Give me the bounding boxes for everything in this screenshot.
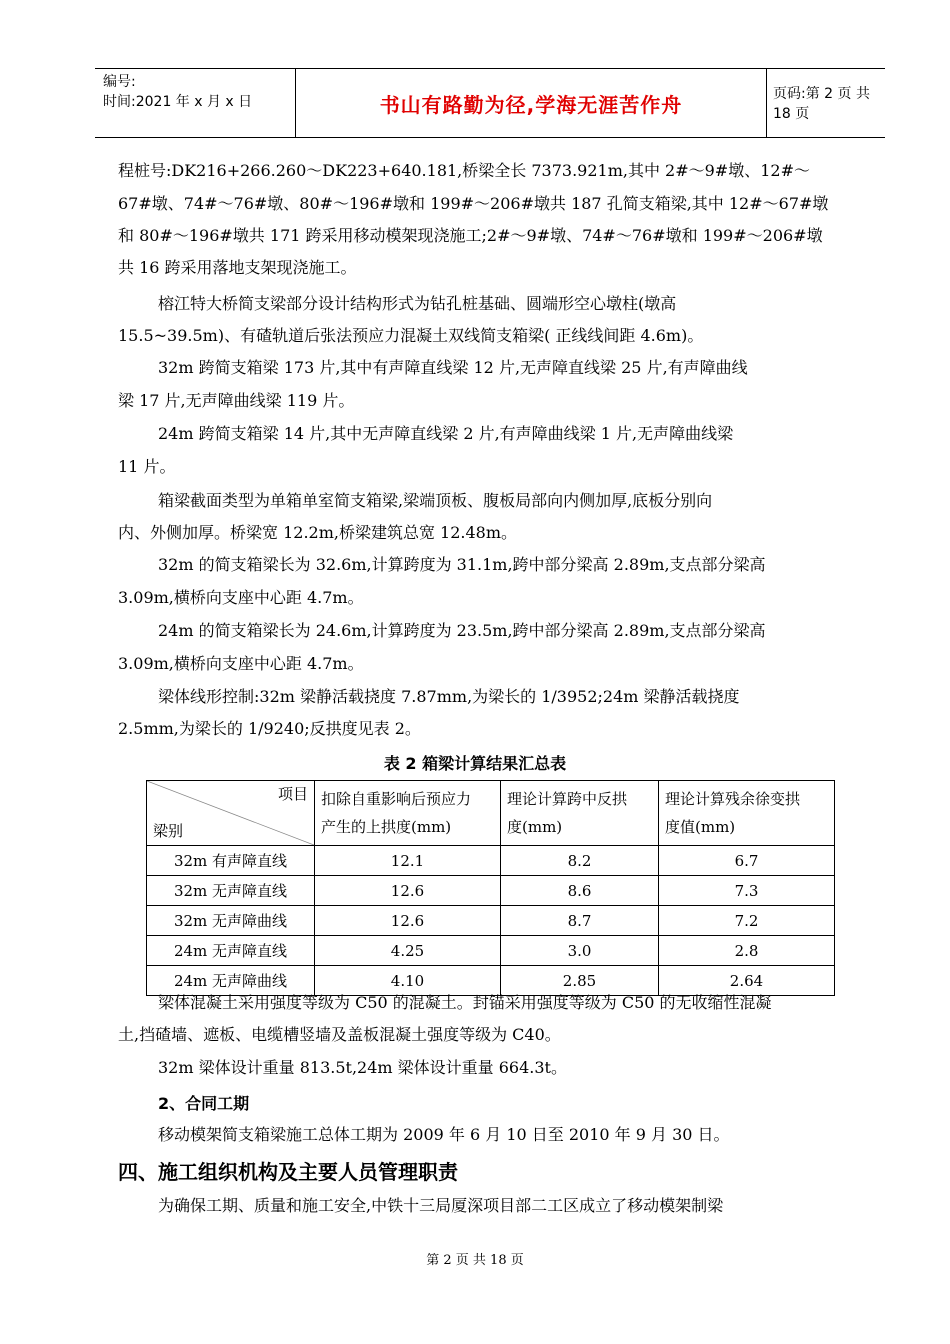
row-label: 24m 无声障直线: [147, 936, 315, 966]
text-line: 梁体线形控制:32m 梁静活载挠度 7.87mm,为梁长的 1/3952;24m 梁静活载挠度: [158, 687, 740, 706]
text-line: 土,挡碴墙、遮板、电缆槽竖墙及盖板混凝土强度等级为 C40。: [118, 1025, 561, 1044]
text-line: 32m 梁体设计重量 813.5t,24m 梁体设计重量 664.3t。: [158, 1058, 567, 1077]
table-cell: 7.2: [659, 906, 835, 936]
text-line: 3.09m,横桥向支座中心距 4.7m。: [118, 588, 364, 607]
text-line: 67#墩、74#～76#墩、80#～196#墩和 199#～206#墩共 187 孔简支箱梁,其中 12#～67#墩: [118, 194, 829, 213]
page-header: [95, 68, 885, 138]
header-line: 扣除自重影响后预应力: [321, 790, 472, 808]
time-label: 时间:2021 年 x 月 x 日: [103, 94, 253, 110]
text-line: 内、外侧加厚。桥梁宽 12.2m,桥梁建筑总宽 12.48m。: [118, 523, 518, 542]
corner-bottom-label: 梁别: [153, 822, 184, 840]
corner-top-label: 项目: [277, 785, 308, 803]
text-line: 24m 跨简支箱梁 14 片,其中无声障直线梁 2 片,有声障曲线梁 1 片,无声障曲线梁: [158, 424, 734, 443]
chapter-heading: 四、施工组织机构及主要人员管理职责: [118, 1160, 458, 1184]
text-line: 15.5~39.5m)、有碴轨道后张法预应力混凝土双线简支箱梁( 正线线间距 4.6m)。: [118, 326, 704, 345]
table-cell: 12.1: [315, 846, 501, 876]
text-line: 24m 的简支箱梁长为 24.6m,计算跨度为 23.5m,跨中部分梁高 2.89m,支点部分梁高: [158, 621, 766, 640]
row-label: 32m 无声障曲线: [147, 906, 315, 936]
section-heading: 2、合同工期: [158, 1094, 250, 1113]
table-row: [147, 936, 835, 966]
table-cell: 8.7: [501, 906, 659, 936]
text-line: 和 80#～196#墩共 171 跨采用移动模架现浇施工;2#～9#墩、74#～76#墩和 199#～206#墩: [118, 226, 823, 245]
number-label: 编号:: [103, 74, 136, 90]
table-row: [147, 906, 835, 936]
text-line: 11 片。: [118, 457, 176, 476]
table-cell: 2.85: [501, 966, 659, 996]
table-row: [147, 876, 835, 906]
header-page-info: 页码:第 2 页 共 18 页: [773, 86, 870, 122]
header-motto: 书山有路勤为径,学海无涯苦作舟: [295, 69, 767, 137]
text-line: 共 16 跨采用落地支架现浇施工。: [118, 258, 357, 277]
header-line: 度值(mm): [665, 818, 736, 836]
table-header-row: [147, 781, 835, 846]
row-label: 32m 无声障直线: [147, 876, 315, 906]
table-cell: 7.3: [659, 876, 835, 906]
text-line: 梁体混凝土采用强度等级为 C50 的混凝土。封锚采用强度等级为 C50 的无收缩性混凝: [158, 993, 772, 1012]
page-footer: 第 2 页 共 18 页: [426, 1253, 524, 1268]
row-label: 32m 有声障直线: [147, 846, 315, 876]
column-header: [659, 781, 835, 846]
column-header: [315, 781, 501, 846]
table-cell: 3.0: [501, 936, 659, 966]
text-line: 为确保工期、质量和施工安全,中铁十三局厦深项目部二工区成立了移动模架制梁: [158, 1196, 724, 1215]
table-cell: 8.6: [501, 876, 659, 906]
table-caption: 表 2 箱梁计算结果汇总表: [383, 754, 567, 773]
column-header: [501, 781, 659, 846]
text-line: 梁 17 片,无声障曲线梁 119 片。: [118, 391, 355, 410]
table-cell: 4.25: [315, 936, 501, 966]
table-cell: 12.6: [315, 906, 501, 936]
table-cell: 6.7: [659, 846, 835, 876]
header-meta: [95, 69, 295, 137]
table-cell: 2.8: [659, 936, 835, 966]
table-cell: 4.10: [315, 966, 501, 996]
text-line: 榕江特大桥简支梁部分设计结构形式为钻孔桩基础、圆端形空心墩柱(墩高: [158, 294, 677, 313]
header-line: 度(mm): [507, 818, 563, 836]
results-table: [146, 780, 835, 996]
table-cell: 8.2: [501, 846, 659, 876]
text-line: 2.5mm,为梁长的 1/9240;反拱度见表 2。: [118, 719, 421, 738]
text-line: 程桩号:DK216+266.260～DK223+640.181,桥梁全长 7373.921m,其中 2#～9#墩、12#～: [118, 161, 810, 180]
table-cell: 12.6: [315, 876, 501, 906]
table-cell: 2.64: [659, 966, 835, 996]
table-corner-cell: [147, 781, 315, 846]
text-line: 移动模架简支箱梁施工总体工期为 2009 年 6 月 10 日至 2010 年 9 月 30 日。: [158, 1125, 730, 1144]
table-row: [147, 846, 835, 876]
text-line: 32m 的简支箱梁长为 32.6m,计算跨度为 31.1m,跨中部分梁高 2.89m,支点部分梁高: [158, 555, 766, 574]
header-line: 产生的上拱度(mm): [321, 818, 452, 836]
table-row: [147, 966, 835, 996]
header-line: 理论计算跨中反拱: [507, 790, 628, 808]
row-label: 24m 无声障曲线: [147, 966, 315, 996]
text-line: 箱梁截面类型为单箱单室简支箱梁,梁端顶板、腹板局部向内侧加厚,底板分别向: [158, 491, 713, 510]
text-line: 32m 跨简支箱梁 173 片,其中有声障直线梁 12 片,无声障直线梁 25 片,有声障曲线: [158, 358, 748, 377]
header-line: 理论计算残余徐变拱: [665, 790, 801, 808]
text-line: 3.09m,横桥向支座中心距 4.7m。: [118, 654, 364, 673]
